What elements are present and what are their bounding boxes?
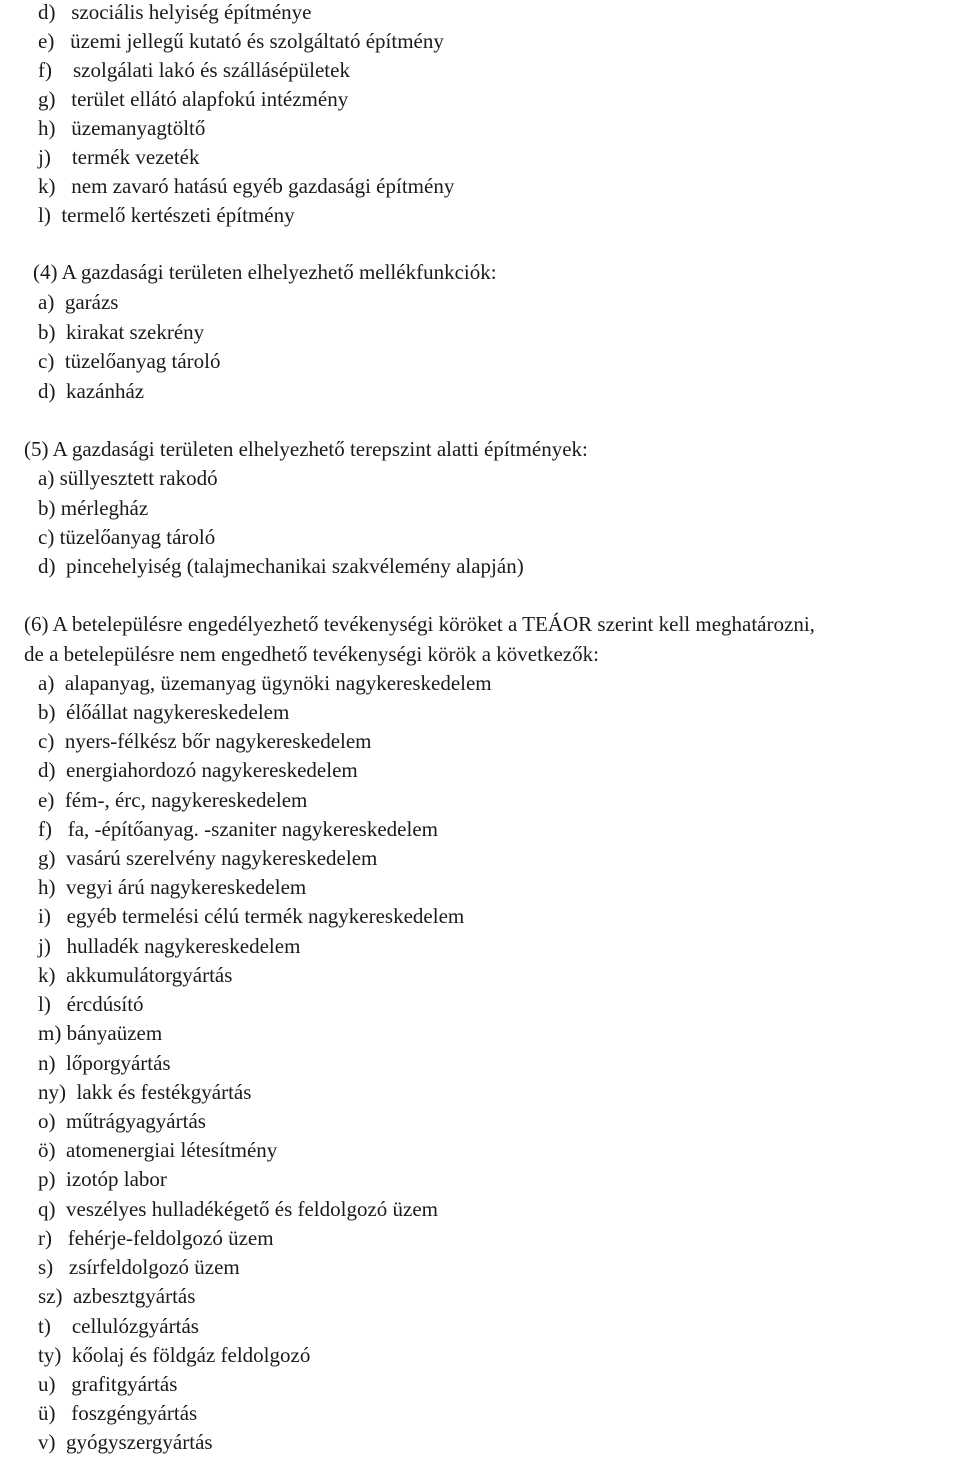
list-item: j) termék vezeték [38, 145, 200, 169]
list-item: l) termelő kertészeti építmény [38, 203, 295, 227]
list-item: f) fa, -építőanyag. -szaniter nagykereskedelem [38, 817, 438, 841]
list-item: p) izotóp labor [38, 1167, 167, 1191]
list-item: d) kazánház [38, 379, 145, 403]
list-item: b) mérlegház [38, 496, 149, 520]
section-heading: (4) A gazdasági területen elhelyezhető mellékfunkciók: [33, 260, 497, 284]
list-item: s) zsírfeldolgozó üzem [38, 1255, 240, 1279]
list-item: i) egyéb termelési célú termék nagykereskedelem [38, 904, 465, 928]
list-item: g) vasárú szerelvény nagykereskedelem [38, 846, 378, 870]
list-item: b) élőállat nagykereskedelem [38, 700, 290, 724]
list-item: l) ércdúsító [38, 992, 144, 1016]
list-item: d) szociális helyiség építménye [38, 0, 312, 24]
section-heading: (5) A gazdasági területen elhelyezhető terepszint alatti építmények: [24, 437, 588, 461]
list-item: v) gyógyszergyártás [38, 1430, 213, 1454]
list-item: m) bányaüzem [38, 1021, 163, 1045]
list-item: ü) foszgéngyártás [38, 1401, 198, 1425]
list-item: d) energiahordozó nagykereskedelem [38, 758, 358, 782]
list-item: t) cellulózgyártás [38, 1314, 199, 1338]
list-item: f) szolgálati lakó és szállásépületek [38, 58, 350, 82]
list-item: c) nyers-félkész bőr nagykereskedelem [38, 729, 372, 753]
list-item: c) tüzelőanyag tároló [38, 349, 221, 373]
list-item: n) lőporgyártás [38, 1051, 171, 1075]
list-item: h) vegyi árú nagykereskedelem [38, 875, 307, 899]
list-item: ty) kőolaj és földgáz feldolgozó [38, 1343, 311, 1367]
list-item: a) süllyesztett rakodó [38, 466, 218, 490]
list-item: e) üzemi jellegű kutató és szolgáltató építmény [38, 29, 444, 53]
list-item: d) pincehelyiség (talajmechanikai szakvélemény alapján) [38, 554, 524, 578]
list-item: j) hulladék nagykereskedelem [38, 934, 301, 958]
section-heading-continued: de a betelepülésre nem engedhető tevékenységi körök a következők: [24, 642, 599, 666]
list-item: h) üzemanyagtöltő [38, 116, 206, 140]
list-item: ö) atomenergiai létesítmény [38, 1138, 278, 1162]
list-item: o) műtrágyagyártás [38, 1109, 206, 1133]
list-item: sz) azbesztgyártás [38, 1284, 196, 1308]
list-item: ny) lakk és festékgyártás [38, 1080, 252, 1104]
list-item: q) veszélyes hulladékégető és feldolgozó üzem [38, 1197, 439, 1221]
section-heading: (6) A betelepülésre engedélyezhető tevékenységi köröket a TEÁOR szerint kell meghatározni, [24, 612, 815, 636]
list-item: u) grafitgyártás [38, 1372, 178, 1396]
list-item: g) terület ellátó alapfokú intézmény [38, 87, 349, 111]
list-item: e) fém-, érc, nagykereskedelem [38, 788, 308, 812]
list-item: a) alapanyag, üzemanyag ügynöki nagykereskedelem [38, 671, 492, 695]
list-item: c) tüzelőanyag tároló [38, 525, 216, 549]
list-item: k) nem zavaró hatású egyéb gazdasági építmény [38, 174, 455, 198]
list-item: r) fehérje-feldolgozó üzem [38, 1226, 274, 1250]
list-item: a) garázs [38, 290, 119, 314]
list-item: b) kirakat szekrény [38, 320, 205, 344]
list-item: k) akkumulátorgyártás [38, 963, 233, 987]
